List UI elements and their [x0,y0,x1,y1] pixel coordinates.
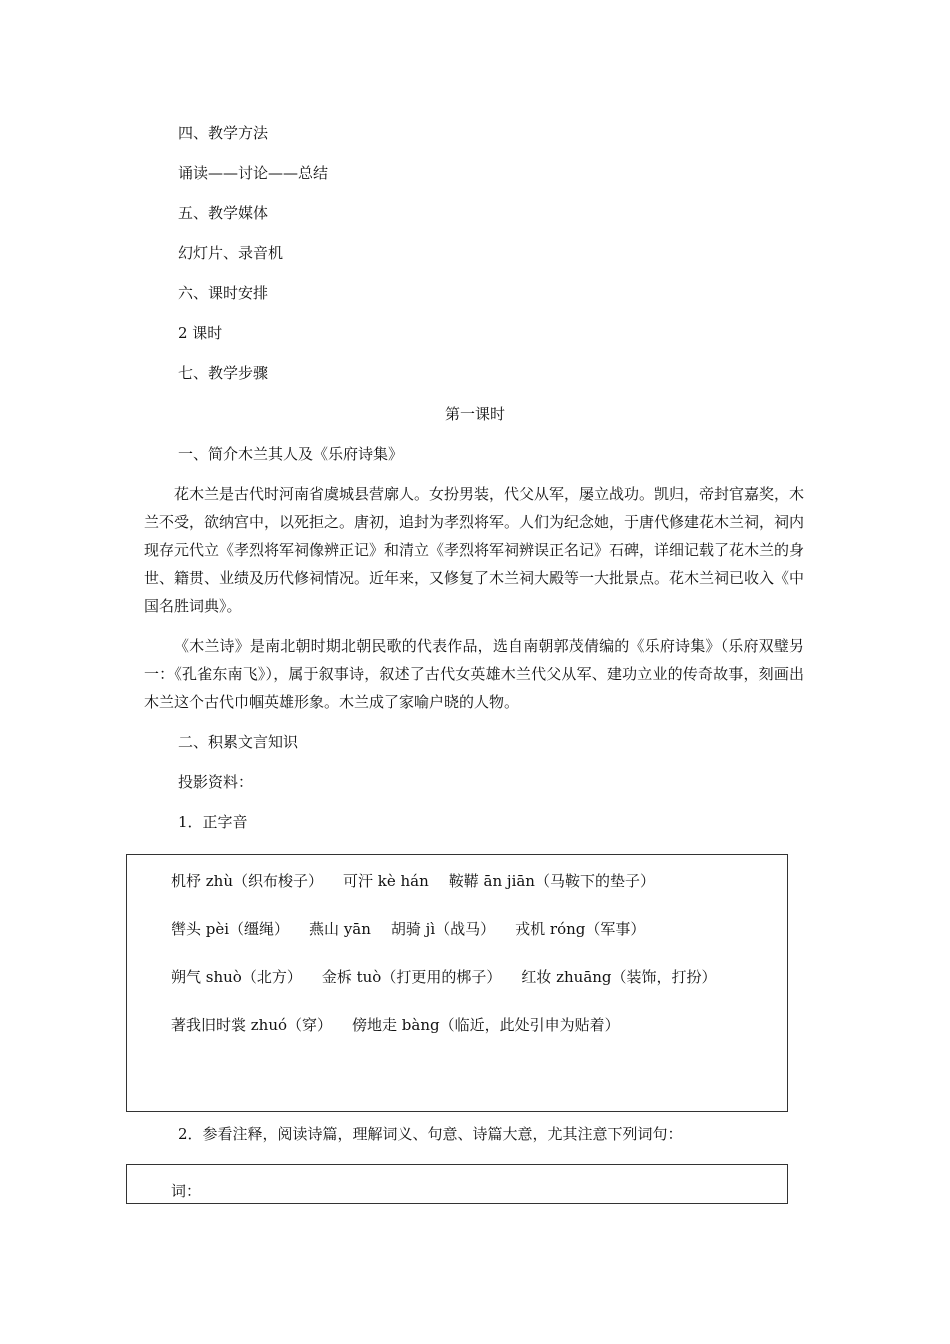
pronunciation-heading: 1．正字音 [178,813,248,831]
pronunciation-item: 红妆 zhuāng（装饰，打扮） [521,968,717,986]
methods-heading: 四、教学方法 [178,124,269,142]
pronunciation-item: 著我旧时裳 zhuó（穿） [171,1016,333,1034]
pronunciation-row-4 [171,1015,640,1035]
intro-heading: 一、简介木兰其人及《乐府诗集》 [178,445,404,463]
pronunciation-item: 戎机 róng（军事） [515,920,646,938]
pronunciation-box [126,854,788,1112]
pronunciation-row-3 [171,967,737,987]
words-label: 词： [171,1182,202,1200]
lesson-title: 第一课时 [444,405,505,423]
pronunciation-item: 傍地走 bàng（临近，此处引申为贴着） [352,1016,620,1034]
annotation-heading: 2．参看注释，阅读诗篇，理解词义、句意、诗篇大意，尤其注意下列词句： [178,1125,683,1143]
pronunciation-item: 燕山 yān [309,920,371,938]
media-text: 幻灯片、录音机 [178,244,284,262]
pronunciation-row-2 [171,919,665,939]
schedule-text: 2 课时 [178,324,223,342]
pronunciation-item: 可汗 kè hán [343,872,429,890]
projection-label: 投影资料： [178,773,254,791]
pronunciation-item: 机杼 zhù（织布梭子） [171,872,323,890]
pronunciation-item: 辔头 pèi（缰绳） [171,920,290,938]
methods-text: 诵读——讨论——总结 [178,164,329,182]
pronunciation-item: 朔气 shuò（北方） [171,968,302,986]
knowledge-heading: 二、积累文言知识 [178,733,299,751]
pronunciation-item: 胡骑 jì（战马） [390,920,496,938]
pronunciation-item: 金柝 tuò（打更用的梆子） [321,968,502,986]
schedule-heading: 六、课时安排 [178,284,269,302]
pronunciation-row-1 [171,871,675,891]
steps-heading: 七、教学步骤 [178,364,269,382]
intro-paragraph-2: 《木兰诗》是南北朝时期北朝民歌的代表作品，选自南朝郭茂倩编的《乐府诗集》（乐府双璧另一：《孔雀东南飞》），属于叙事诗，叙述了古代女英雄木兰代父从军、建功立业的传奇故事，刻画出木兰这个古代巾帼英雄形象。木兰成了家喻户晓的人物。 [144,637,804,711]
pronunciation-item: 鞍鞯 ān jiān（马鞍下的垫子） [448,872,655,890]
media-heading: 五、教学媒体 [178,204,269,222]
intro-paragraph-1: 花木兰是古代时河南省虞城县营廓人。女扮男装，代父从军，屡立战功。凯归，帝封官嘉奖，木兰不受，欲纳宫中，以死拒之。唐初，追封为孝烈将军。人们为纪念她，于唐代修建花木兰祠，祠内现存元代立《孝烈将军祠像辨正记》和清立《孝烈将军祠辨误正名记》石碑，详细记载了花木兰的身世、籍贯、业绩及历代修祠情况。近年来，又修复了木兰祠大殿等一大批景点。花木兰祠已收入《中国名胜词典》。 [144,485,805,615]
words-box [126,1164,788,1204]
